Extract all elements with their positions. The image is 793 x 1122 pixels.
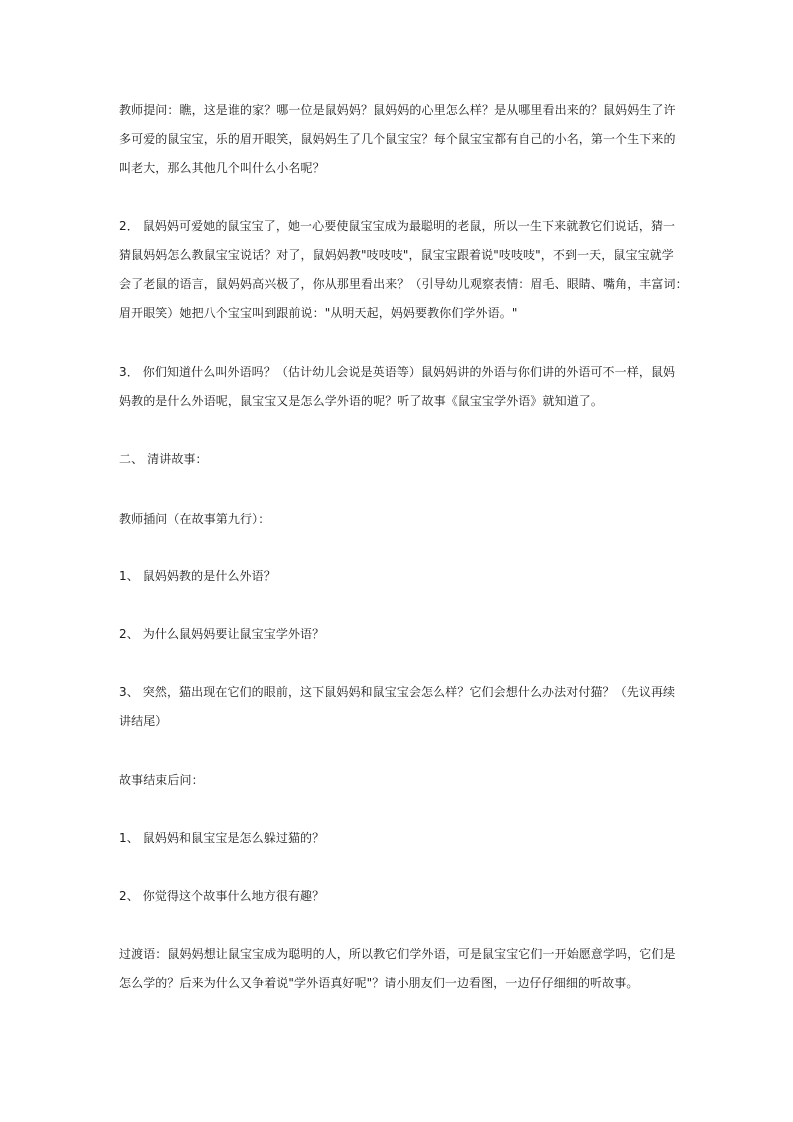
text-line: 故事结束后问：: [119, 773, 204, 787]
text-line: 妈教的是什么外语呢，鼠宝宝又是怎么学外语的呢？听了故事《鼠宝宝学外语》就知道了。: [119, 394, 604, 408]
text-line: 眉开眼笑）她把八个宝宝叫到跟前说："从明天起，妈妈要教你们学外语。": [119, 306, 518, 320]
list-item-question-2: [119, 620, 675, 649]
list-item-after-1: [119, 824, 675, 853]
text-line: 2、 为什么鼠妈妈要让鼠宝宝学外语？: [119, 627, 325, 641]
text-line: 1、 鼠妈妈和鼠宝宝是怎么躲过猫的？: [119, 831, 325, 845]
paragraph-teacher-questions: [119, 96, 675, 183]
text-line: 2、 你觉得这个故事什么地方很有趣？: [119, 889, 325, 903]
text-line: 3、 突然，猫出现在它们的眼前，这下鼠妈妈和鼠宝宝会怎么样？它们会想什么办法对付猫？（先议再续: [119, 685, 676, 699]
section-heading: [119, 445, 675, 474]
text-line: 讲结尾）: [119, 714, 168, 728]
paragraph-item-3: [119, 358, 675, 416]
text-line: 1、 鼠妈妈教的是什么外语？: [119, 569, 276, 583]
text-line: 怎么学的？后来为什么又争着说"学外语真好呢"？请小朋友们一边看图，一边仔仔细细的听故事。: [119, 976, 639, 990]
paragraph-interjection-intro: [119, 505, 675, 534]
text-line: 猜鼠妈妈怎么教鼠宝宝说话？对了，鼠妈妈教"吱吱吱"，鼠宝宝跟着说"吱吱吱"，不到一天，鼠宝宝就学: [119, 248, 674, 262]
text-line: 教师插问（在故事第九行）：: [119, 512, 271, 526]
text-line: 教师提问：瞧，这是谁的家？哪一位是鼠妈妈？鼠妈妈的心里怎么样？是从哪里看出来的？鼠妈妈生了许: [119, 103, 676, 117]
text-line: 3． 你们知道什么叫外语吗？（估计幼儿会说是英语等）鼠妈妈讲的外语与你们讲的外语可不一样，鼠妈: [119, 365, 676, 379]
text-line: 叫老大，那么其他几个叫什么小名呢？: [119, 161, 325, 175]
text-line: 二、 清讲故事：: [119, 452, 208, 466]
text-line: 过渡语：鼠妈妈想让鼠宝宝成为聪明的人，所以教它们学外语，可是鼠宝宝它们一开始愿意学吗，它们是: [119, 947, 676, 961]
text-line: 2． 鼠妈妈可爱她的鼠宝宝了，她一心要使鼠宝宝成为最聪明的老鼠，所以一生下来就教它们说话，猜一: [119, 219, 676, 233]
paragraph-after-story: [119, 766, 675, 795]
paragraph-item-2: [119, 212, 688, 328]
list-item-after-2: [119, 882, 675, 911]
paragraph-transition: [119, 940, 675, 998]
text-line: 会了老鼠的语言，鼠妈妈高兴极了，你从那里看出来？（引导幼儿观察表情：眉毛、眼睛、嘴角，丰富词：: [119, 277, 688, 291]
list-item-question-1: [119, 562, 675, 591]
list-item-question-3: [119, 678, 675, 736]
text-line: 多可爱的鼠宝宝，乐的眉开眼笑，鼠妈妈生了几个鼠宝宝？每个鼠宝宝都有自己的小名，第一个生下来的: [119, 132, 676, 146]
